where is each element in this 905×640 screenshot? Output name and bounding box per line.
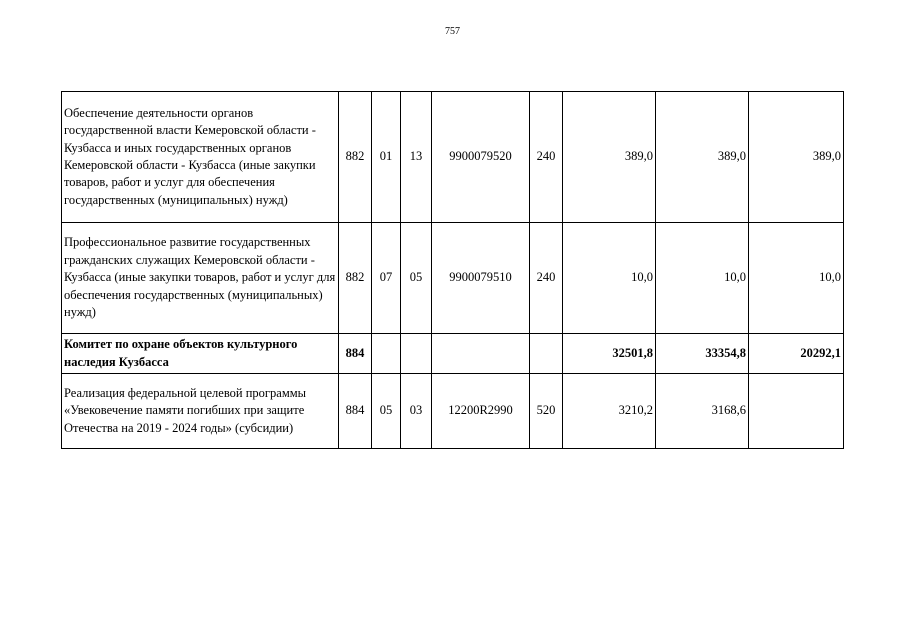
target-article-code bbox=[432, 334, 530, 374]
expense-type-code bbox=[530, 334, 563, 374]
amount-year-1: 3210,2 bbox=[563, 374, 656, 449]
table-row bbox=[62, 92, 844, 223]
subsection-code bbox=[401, 334, 432, 374]
amount-year-1: 10,0 bbox=[563, 223, 656, 334]
ministry-code: 882 bbox=[339, 223, 372, 334]
budget-table bbox=[61, 91, 844, 449]
expense-type-code: 240 bbox=[530, 223, 563, 334]
row-name: Профессиональное развитие государственных гражданских служащих Кемеровской области - Кузбасса (иные закупки товаров, работ и услуг для обеспечения государственных (муниципальных) нужд) bbox=[62, 223, 339, 334]
amount-year-3 bbox=[749, 374, 844, 449]
table-row bbox=[62, 223, 844, 334]
section-code: 07 bbox=[372, 223, 401, 334]
subsection-code: 05 bbox=[401, 223, 432, 334]
ministry-code: 884 bbox=[339, 334, 372, 374]
amount-year-3: 10,0 bbox=[749, 223, 844, 334]
target-article-code: 12200R2990 bbox=[432, 374, 530, 449]
table-row bbox=[62, 374, 844, 449]
ministry-code: 884 bbox=[339, 374, 372, 449]
page-number: 757 bbox=[445, 26, 460, 37]
target-article-code: 9900079510 bbox=[432, 223, 530, 334]
row-name: Комитет по охране объектов культурного наследия Кузбасса bbox=[62, 334, 339, 374]
amount-year-2: 3168,6 bbox=[656, 374, 749, 449]
ministry-code: 882 bbox=[339, 92, 372, 223]
section-code bbox=[372, 334, 401, 374]
subsection-code: 03 bbox=[401, 374, 432, 449]
amount-year-2: 33354,8 bbox=[656, 334, 749, 374]
section-code: 01 bbox=[372, 92, 401, 223]
amount-year-1: 32501,8 bbox=[563, 334, 656, 374]
expense-type-code: 520 bbox=[530, 374, 563, 449]
amount-year-1: 389,0 bbox=[563, 92, 656, 223]
row-name: Обеспечение деятельности органов государственной власти Кемеровской области - Кузбасса и иных государственных органов Кемеровской области - Кузбасса (иные закупки товаров, работ и услуг для обеспечения государственных (муниципальных) нужд) bbox=[62, 92, 339, 223]
expense-type-code: 240 bbox=[530, 92, 563, 223]
amount-year-2: 10,0 bbox=[656, 223, 749, 334]
section-code: 05 bbox=[372, 374, 401, 449]
subsection-code: 13 bbox=[401, 92, 432, 223]
amount-year-2: 389,0 bbox=[656, 92, 749, 223]
table-row bbox=[62, 334, 844, 374]
amount-year-3: 20292,1 bbox=[749, 334, 844, 374]
amount-year-3: 389,0 bbox=[749, 92, 844, 223]
row-name: Реализация федеральной целевой программы «Увековечение памяти погибших при защите Отечества на 2019 - 2024 годы» (субсидии) bbox=[62, 374, 339, 449]
target-article-code: 9900079520 bbox=[432, 92, 530, 223]
